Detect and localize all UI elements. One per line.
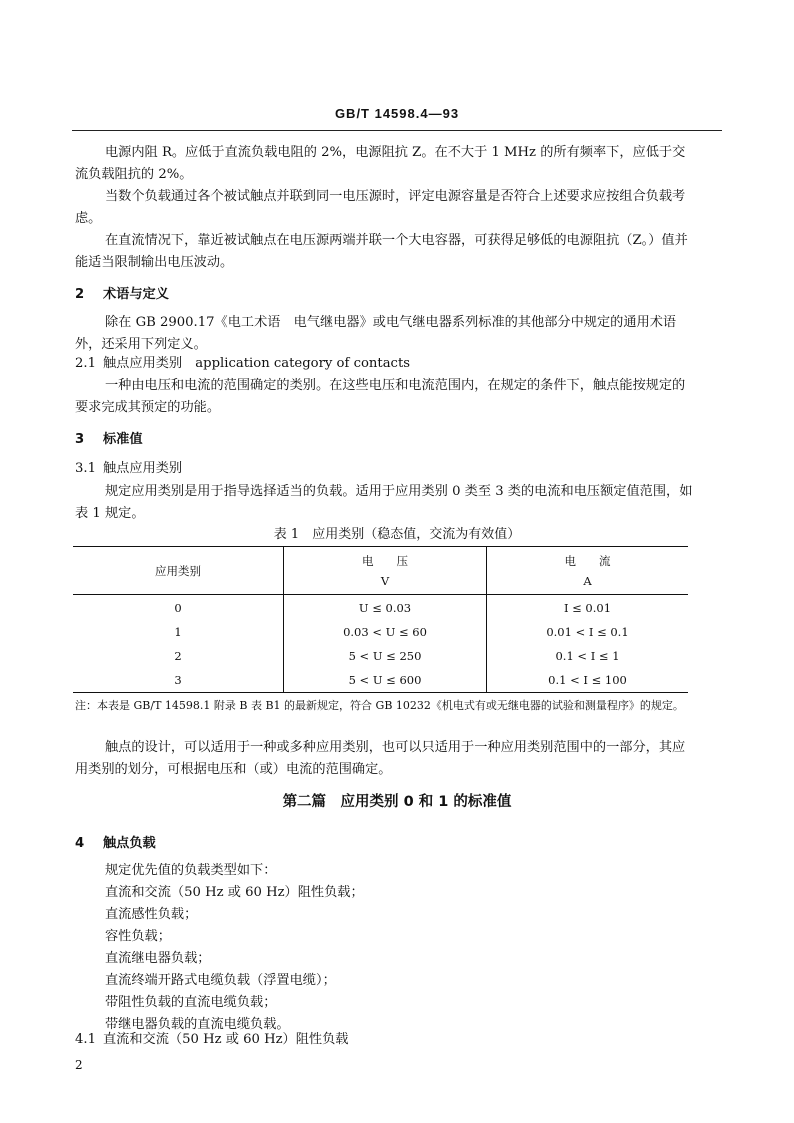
paragraph: 当数个负载通过各个被试触点并联到同一电压源时，评定电源容量是否符合上述要求应按组合负载考虑。 (75, 189, 686, 226)
cell-category: 0 (73, 595, 284, 621)
part-title: 第二篇 应用类别 0 和 1 的标准值 (282, 794, 512, 810)
cell-category: 2 (73, 644, 284, 668)
cell-category: 1 (73, 621, 284, 644)
subsection-number: 3.1 (75, 461, 96, 476)
header-current-unit: A (583, 573, 592, 588)
section-number: 3 (75, 432, 85, 447)
section-heading (75, 428, 143, 447)
header-voltage (284, 547, 487, 595)
table-header-row (73, 547, 688, 595)
paragraph: 在直流情况下，靠近被试触点在电压源两端并联一个大电容器，可获得足够低的电源阻抗（Z。）值并能适当限制输出电压波动。 (75, 233, 688, 270)
paragraph: 触点的设计，可以适用于一种或多种应用类别，也可以只适用于一种应用类别范围中的一部分，其应用类别的划分，可根据电压和（或）电流的范围确定。 (75, 740, 686, 777)
header-rule (72, 130, 722, 131)
table-note: 注：本表是 GB/T 14598.1 附录 B 表 B1 的最新规定，符合 GB 10232《机电式有或无继电器的试验和测量程序》的规定。 (75, 699, 684, 712)
subsection-number: 2.1 (75, 356, 96, 371)
header-current-label: 电 流 (564, 553, 611, 568)
table-row (73, 668, 688, 693)
header-voltage-unit: V (380, 573, 390, 588)
list-item: 带阻性负载的直流电缆负载； (105, 995, 277, 1010)
list-item: 直流终端开路式电缆负载（浮置电缆）； (105, 973, 336, 988)
table-row (73, 644, 688, 668)
application-category-table (73, 546, 688, 693)
page-number: 2 (75, 1058, 83, 1072)
cell-current: 0.1 < I ≤ 1 (555, 648, 620, 663)
paragraph: 电源内阻 R。应低于直流负载电阻的 2%，电源阻抗 Z。在不大于 1 MHz 的所有频率下，应低于交流负载阻抗的 2%。 (75, 145, 686, 182)
list-item: 直流继电器负载； (105, 951, 211, 966)
header-category: 应用类别 (73, 547, 284, 595)
table-caption: 表 1 应用类别（稳态值，交流为有效值） (273, 527, 521, 542)
table-row (73, 595, 688, 621)
list-item: 容性负载； (105, 929, 171, 944)
list-item: 带继电器负载的直流电缆负载。 (105, 1017, 290, 1032)
subsection-heading (75, 1029, 695, 1051)
section-title: 术语与定义 (103, 287, 169, 302)
cell-current: I ≤ 0.01 (563, 600, 612, 615)
load-type-list (105, 882, 695, 1036)
list-intro: 规定优先值的负载类型如下： (105, 863, 277, 878)
section-heading (75, 832, 156, 851)
cell-current: 0.01 < I ≤ 0.1 (546, 625, 629, 639)
section-title: 标准值 (103, 432, 143, 447)
section-number: 4 (75, 836, 85, 851)
header-current (487, 547, 689, 595)
subsection-heading (75, 353, 695, 375)
subsection-title: 触点应用类别 (103, 461, 183, 476)
cell-voltage: 5 < U ≤ 250 (284, 644, 487, 668)
cell-voltage: 0.03 < U ≤ 60 (284, 621, 487, 644)
subsection-number: 4.1 (75, 1032, 96, 1047)
page-header: GB/T 14598.4—93 (334, 106, 460, 121)
subsection-heading (75, 458, 695, 480)
paragraph: 规定应用类别是用于指导选择适当的负载。适用于应用类别 0 类至 3 类的电流和电压额定值范围，如表 1 规定。 (75, 484, 693, 521)
subsection-title: 触点应用类别 application category of contacts (103, 356, 411, 371)
subsection-title: 直流和交流（50 Hz 或 60 Hz）阻性负载 (103, 1032, 349, 1047)
list-item: 直流感性负载； (105, 907, 198, 922)
header-voltage-label: 电 压 (362, 553, 408, 568)
section-number: 2 (75, 287, 85, 302)
cell-current: 0.1 < I ≤ 100 (548, 672, 627, 687)
paragraph: 除在 GB 2900.17《电工术语 电气继电器》或电气继电器系列标准的其他部分中规定的通用术语外，还采用下列定义。 (75, 315, 677, 352)
table-row (73, 621, 688, 644)
cell-voltage: U ≤ 0.03 (284, 595, 487, 621)
paragraph: 一种由电压和电流的范围确定的类别。在这些电压和电流范围内，在规定的条件下，触点能按规定的要求完成其预定的功能。 (75, 378, 686, 415)
list-item: 直流和交流（50 Hz 或 60 Hz）阻性负载； (105, 885, 364, 900)
section-heading (75, 283, 169, 302)
cell-category: 3 (73, 668, 284, 693)
section-title: 触点负载 (103, 836, 156, 851)
cell-voltage: 5 < U ≤ 600 (284, 668, 487, 693)
